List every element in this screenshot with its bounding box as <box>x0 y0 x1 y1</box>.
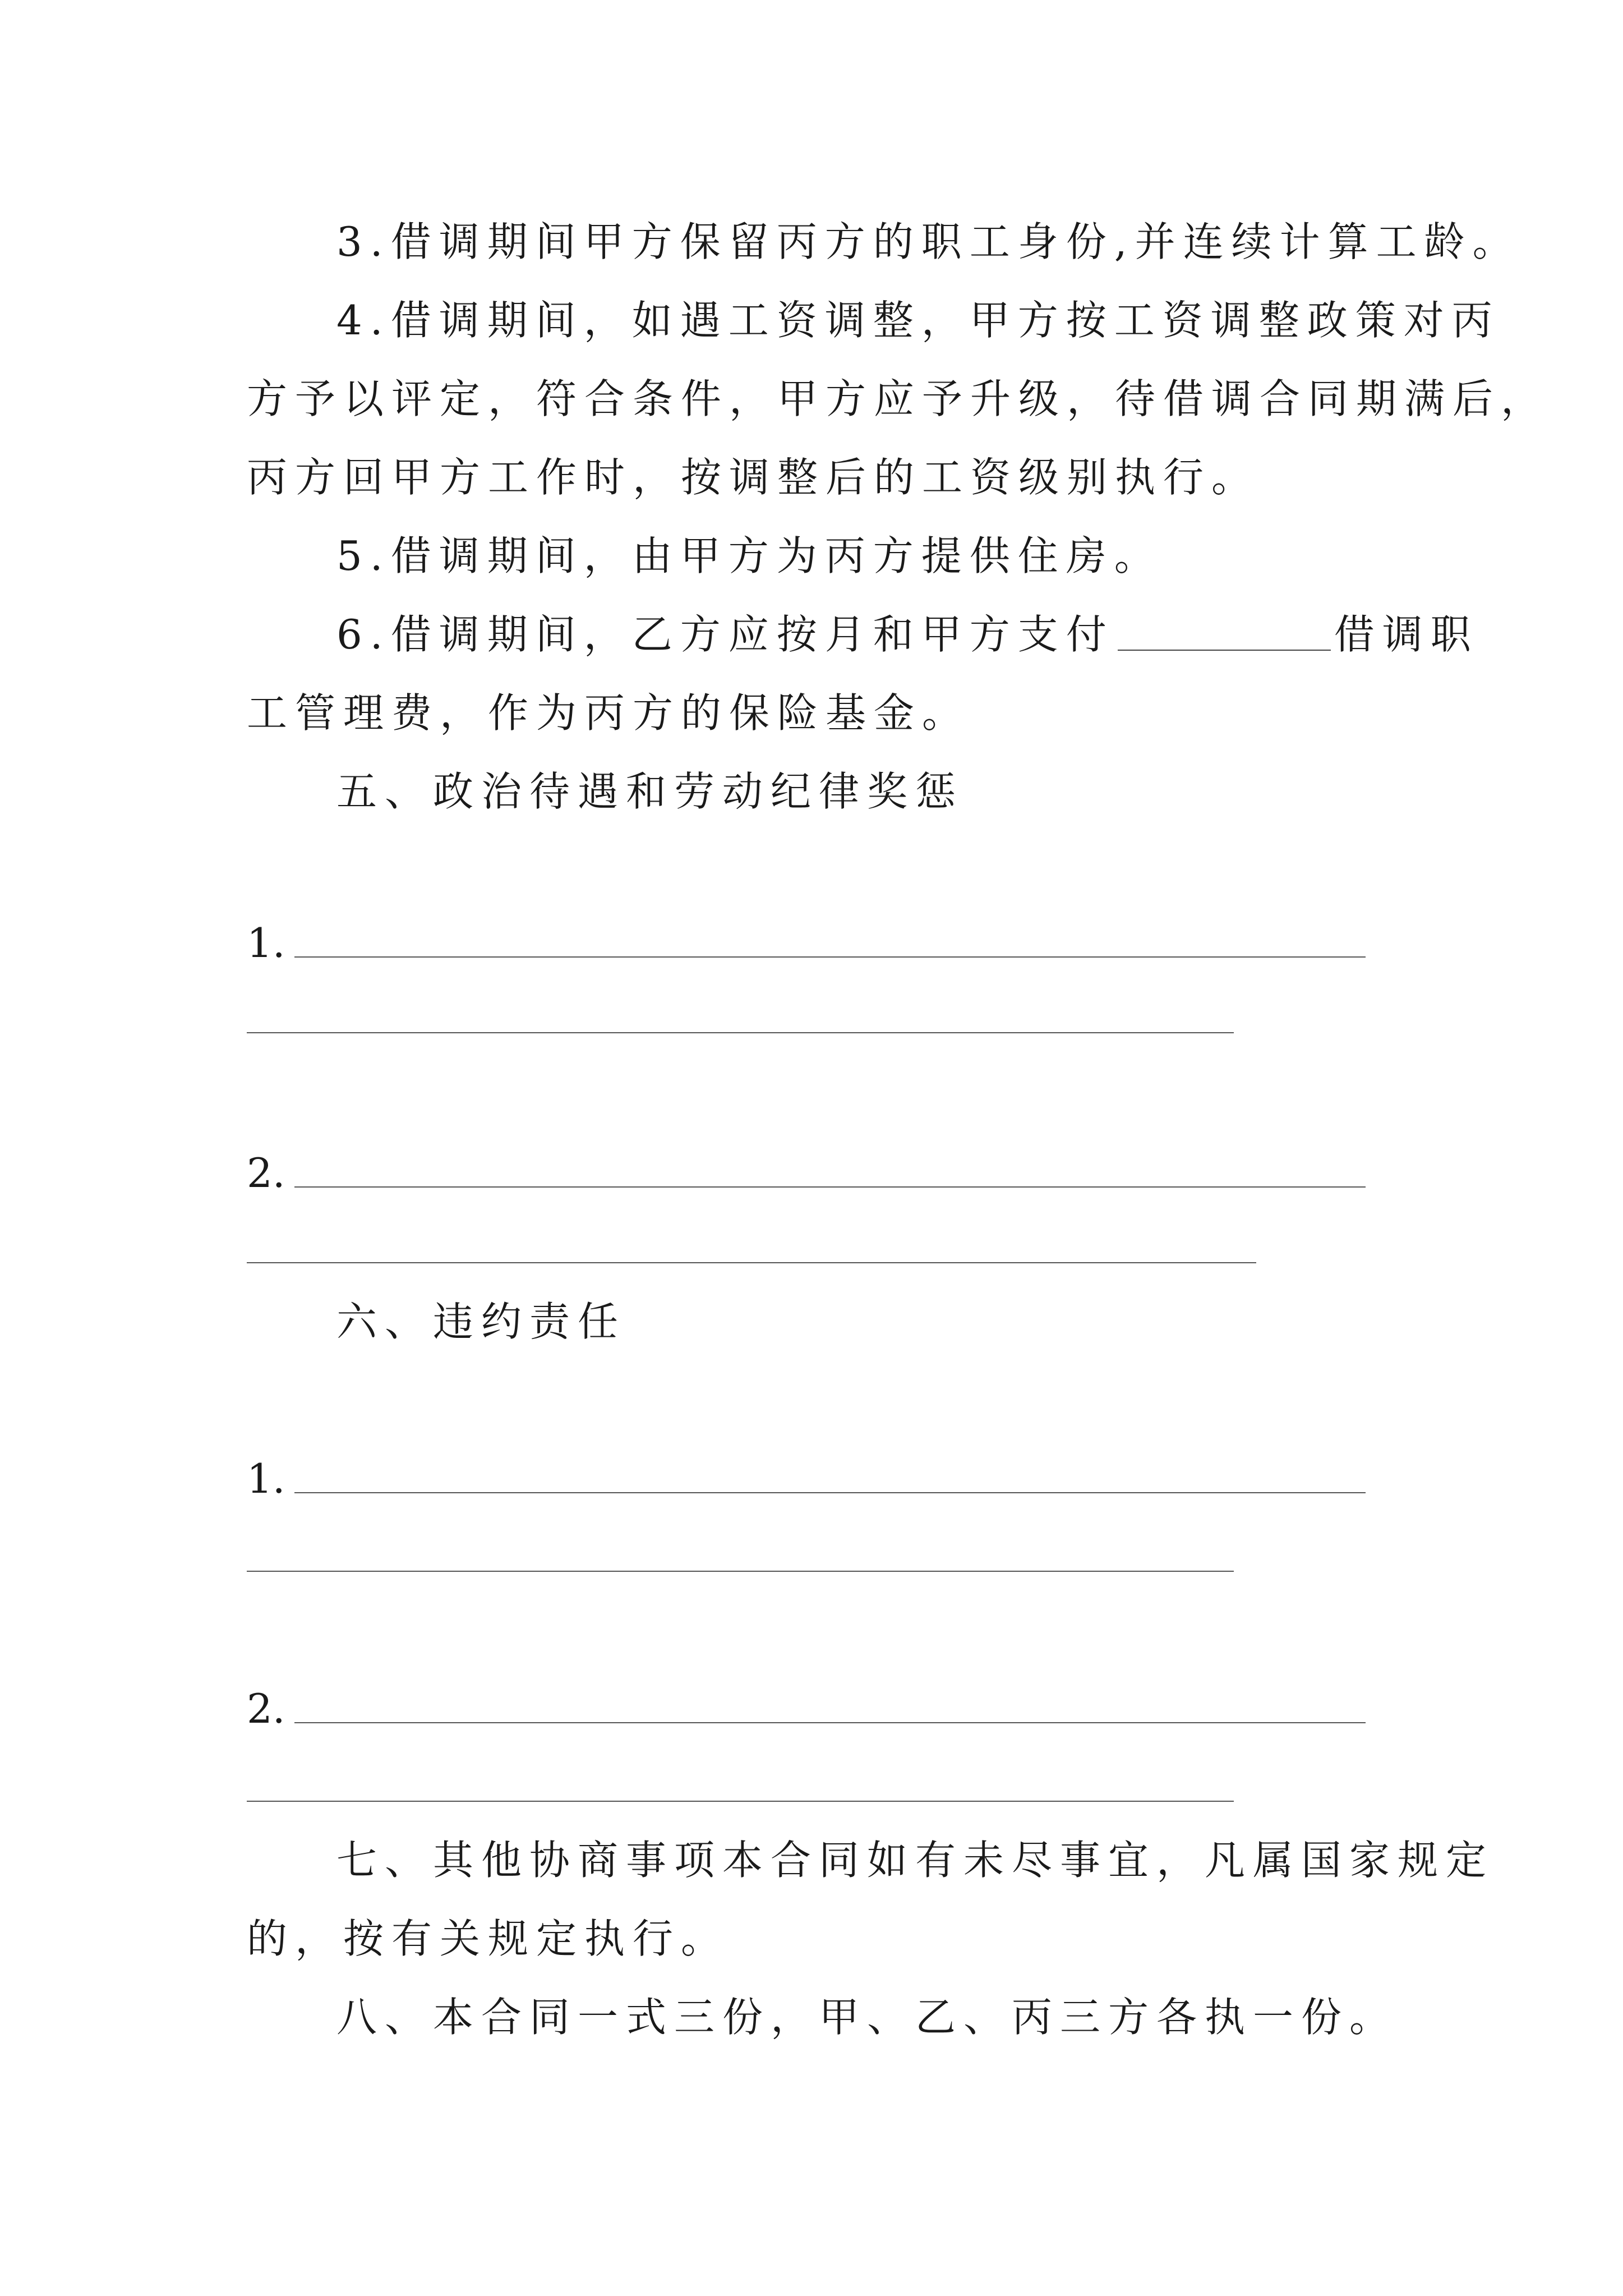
section-5-heading: 五、政治待遇和劳动纪律奖惩 <box>336 768 964 815</box>
fee-blank <box>1118 650 1331 651</box>
section-8: 八、本合同一式三份，甲、乙、丙三方各执一份。 <box>336 1994 1398 2041</box>
clause-4-line-2: 方予以评定，符合条件，甲方应予升级，待借调合同期满后， <box>247 375 1550 422</box>
section-5-item-1-number: 1. <box>247 919 285 967</box>
section-6-item-1-number: 1. <box>247 1455 285 1502</box>
section-6-item-2-number: 2. <box>247 1685 285 1732</box>
section-5-item-2-blank-line-2 <box>247 1262 1256 1263</box>
section-7-line-1: 七、其他协商事项本合同如有未尽事宜，凡属国家规定 <box>336 1837 1495 1884</box>
section-6-item-1-blank-line-2 <box>247 1571 1234 1572</box>
section-5-item-2-number: 2. <box>247 1149 285 1197</box>
clause-5: 5.借调期间，由甲方为丙方提供住房。 <box>336 532 1163 579</box>
clause-4-line-3: 丙方回甲方工作时，按调整后的工资级别执行。 <box>247 454 1260 501</box>
section-6-item-2-blank-line-2 <box>247 1801 1234 1802</box>
clause-6-line-1 <box>336 611 1479 658</box>
section-5-item-1-blank-line-1 <box>294 956 1366 958</box>
section-5-item-1-blank-line-2 <box>247 1032 1234 1033</box>
clause-3: 3.借调期间甲方保留丙方的职工身份,并连续计算工龄。 <box>336 218 1521 265</box>
section-6-item-1-blank-line-1 <box>294 1492 1366 1493</box>
section-6-heading: 六、违约责任 <box>336 1298 626 1345</box>
section-7-line-2: 的，按有关规定执行。 <box>247 1915 730 1962</box>
clause-4-line-1: 4.借调期间，如遇工资调整，甲方按工资调整政策对丙 <box>336 297 1500 344</box>
clause-6-line-2: 工管理费，作为丙方的保险基金。 <box>247 689 971 737</box>
clause-6-text-a: 6.借调期间，乙方应按月和甲方支付 <box>336 611 1114 658</box>
clause-6-text-b: 借调职 <box>1334 611 1479 658</box>
section-5-item-2-blank-line-1 <box>294 1186 1366 1188</box>
section-6-item-2-blank-line-1 <box>294 1722 1366 1723</box>
